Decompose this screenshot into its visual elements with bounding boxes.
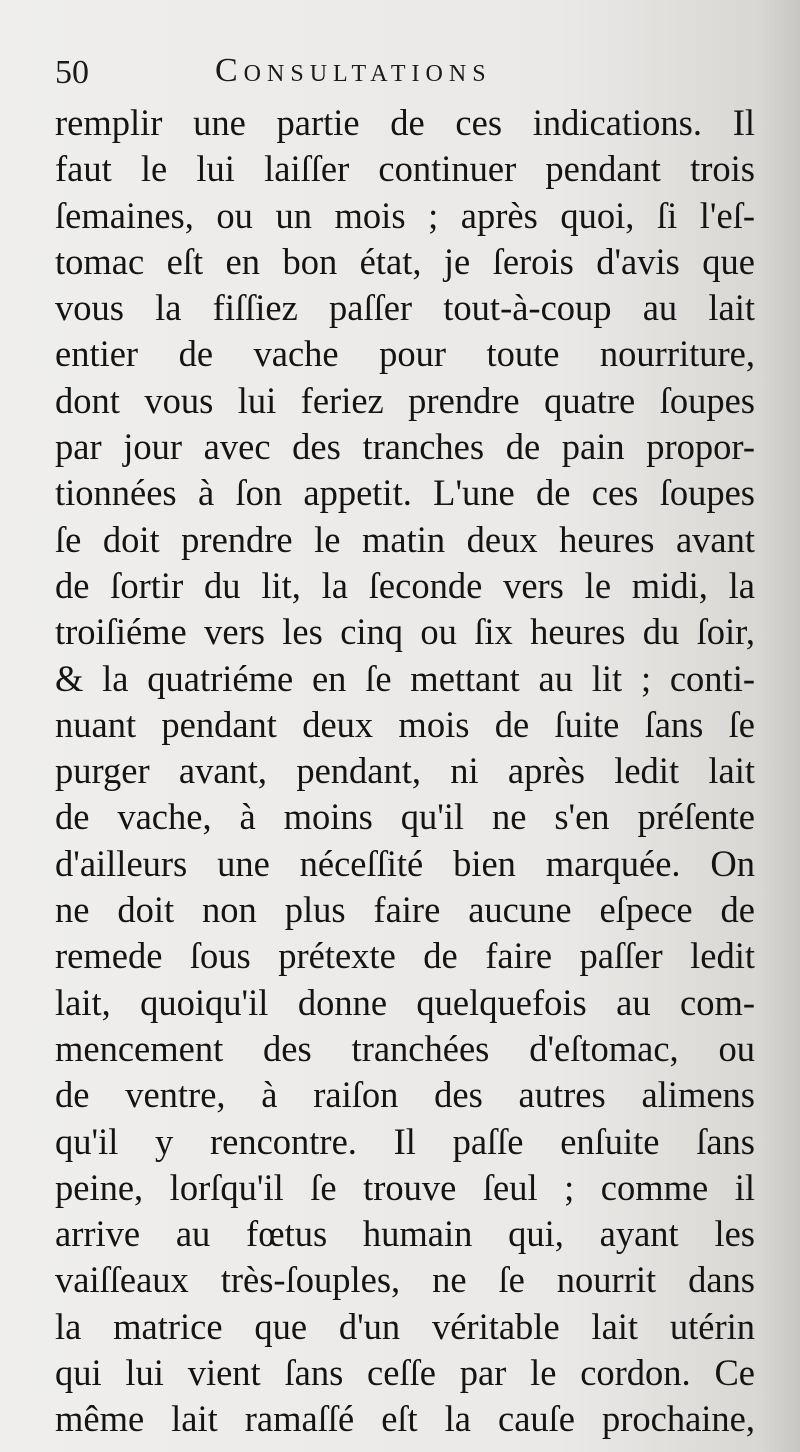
text-line: qu'il y rencontre. Il paſſe enſuite ſans — [55, 1120, 755, 1162]
text-line: lait, quoiqu'il donne quelquefois au com- — [55, 981, 755, 1023]
text-line: la matrice que d'un véritable lait utérin — [55, 1305, 755, 1347]
page-header — [55, 50, 755, 100]
text-line: purger avant, pendant, ni après ledit lait — [55, 750, 755, 792]
text-line: nuant pendant deux mois de ſuite ſans ſe — [55, 703, 755, 745]
text-line: entier de vache pour toute nourriture, — [55, 333, 755, 375]
body-text — [55, 100, 755, 1443]
text-line: d'ailleurs une néceſſité bien marquée. On — [55, 842, 755, 884]
text-line: mencement des tranchées d'eſtomac, ou — [55, 1027, 755, 1069]
text-line: & la quatriéme en ſe mettant au lit ; conti- — [55, 657, 755, 699]
text-line: arrive au fœtus humain qui, ayant les — [55, 1213, 755, 1255]
text-line: remplir une partie de ces indications. Il — [55, 102, 755, 143]
text-line: faut le lui laiſſer continuer pendant trois — [55, 148, 755, 190]
text-line: ſe doit prendre le matin deux heures avant — [55, 518, 755, 560]
text-line: peine, lorſqu'il ſe trouve ſeul ; comme il — [55, 1166, 755, 1208]
text-line: de vache, à moins qu'il ne s'en préſente — [55, 796, 755, 838]
running-head: Consultations — [215, 52, 492, 89]
page-number: 50 — [55, 54, 89, 91]
text-line: de ſortir du lit, la ſeconde vers le midi, la — [55, 564, 755, 606]
text-line: ne doit non plus faire aucune eſpece de — [55, 889, 755, 931]
text-line: qui lui vient ſans ceſſe par le cordon. Ce — [55, 1352, 755, 1394]
text-line: même lait ramaſſé eſt la cauſe prochaine, — [55, 1398, 755, 1440]
text-line: vaiſſeaux très-ſouples, ne ſe nourrit dans — [55, 1259, 755, 1301]
text-line: de ventre, à raiſon des autres alimens — [55, 1074, 755, 1116]
text-line: troiſiéme vers les cinq ou ſix heures du ſoir, — [55, 611, 755, 653]
text-line: vous la fiſſiez paſſer tout-à-coup au lait — [55, 287, 755, 329]
text-line: tionnées à ſon appetit. L'une de ces ſoupes — [55, 472, 755, 514]
text-line: par jour avec des tranches de pain propor- — [55, 426, 755, 468]
text-line: tomac eſt en bon état, je ſerois d'avis que — [55, 240, 755, 282]
text-line: ſemaines, ou un mois ; après quoi, ſi l'eſ- — [55, 194, 755, 236]
text-line: dont vous lui feriez prendre quatre ſoupes — [55, 379, 755, 421]
text-line: remede ſous prétexte de faire paſſer ledit — [55, 935, 755, 977]
